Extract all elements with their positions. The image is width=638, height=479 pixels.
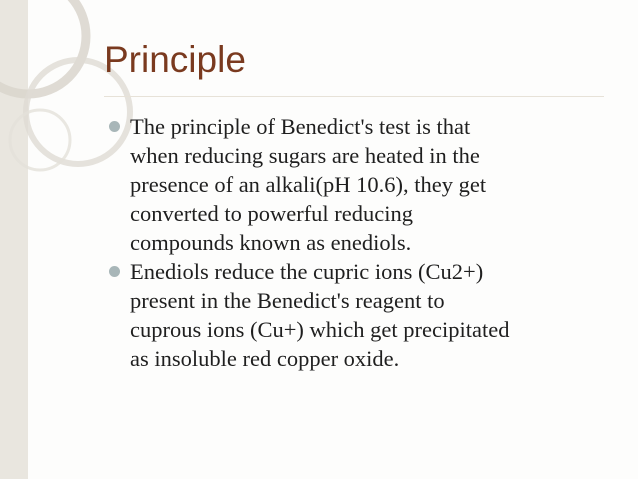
bullet-line: presence of an alkali(pH 10.6), they get — [130, 172, 487, 197]
title-divider — [104, 96, 604, 97]
bullet-line: cuprous ions (Cu+) which get precipitated — [130, 317, 510, 342]
bullet-line: The principle of Benedict's test is that — [130, 114, 471, 139]
bullet-list — [104, 112, 624, 373]
bullet-line: when reducing sugars are heated in the — [130, 143, 480, 168]
bullet-item — [104, 257, 624, 373]
bullet-text — [130, 257, 624, 373]
bullet-text — [130, 112, 624, 257]
slide-title: Principle — [104, 39, 246, 80]
bullet-item — [104, 112, 624, 257]
bullet-line: as insoluble red copper oxide. — [130, 346, 400, 371]
bullet-line: present in the Benedict's reagent to — [130, 288, 445, 313]
bullet-line: compounds known as enediols. — [130, 230, 412, 255]
bullet-dot-icon — [109, 121, 120, 132]
bullet-line: Enediols reduce the cupric ions (Cu2+) — [130, 259, 484, 284]
bullet-line: converted to powerful reducing — [130, 201, 414, 226]
bullet-dot-icon — [109, 266, 120, 277]
